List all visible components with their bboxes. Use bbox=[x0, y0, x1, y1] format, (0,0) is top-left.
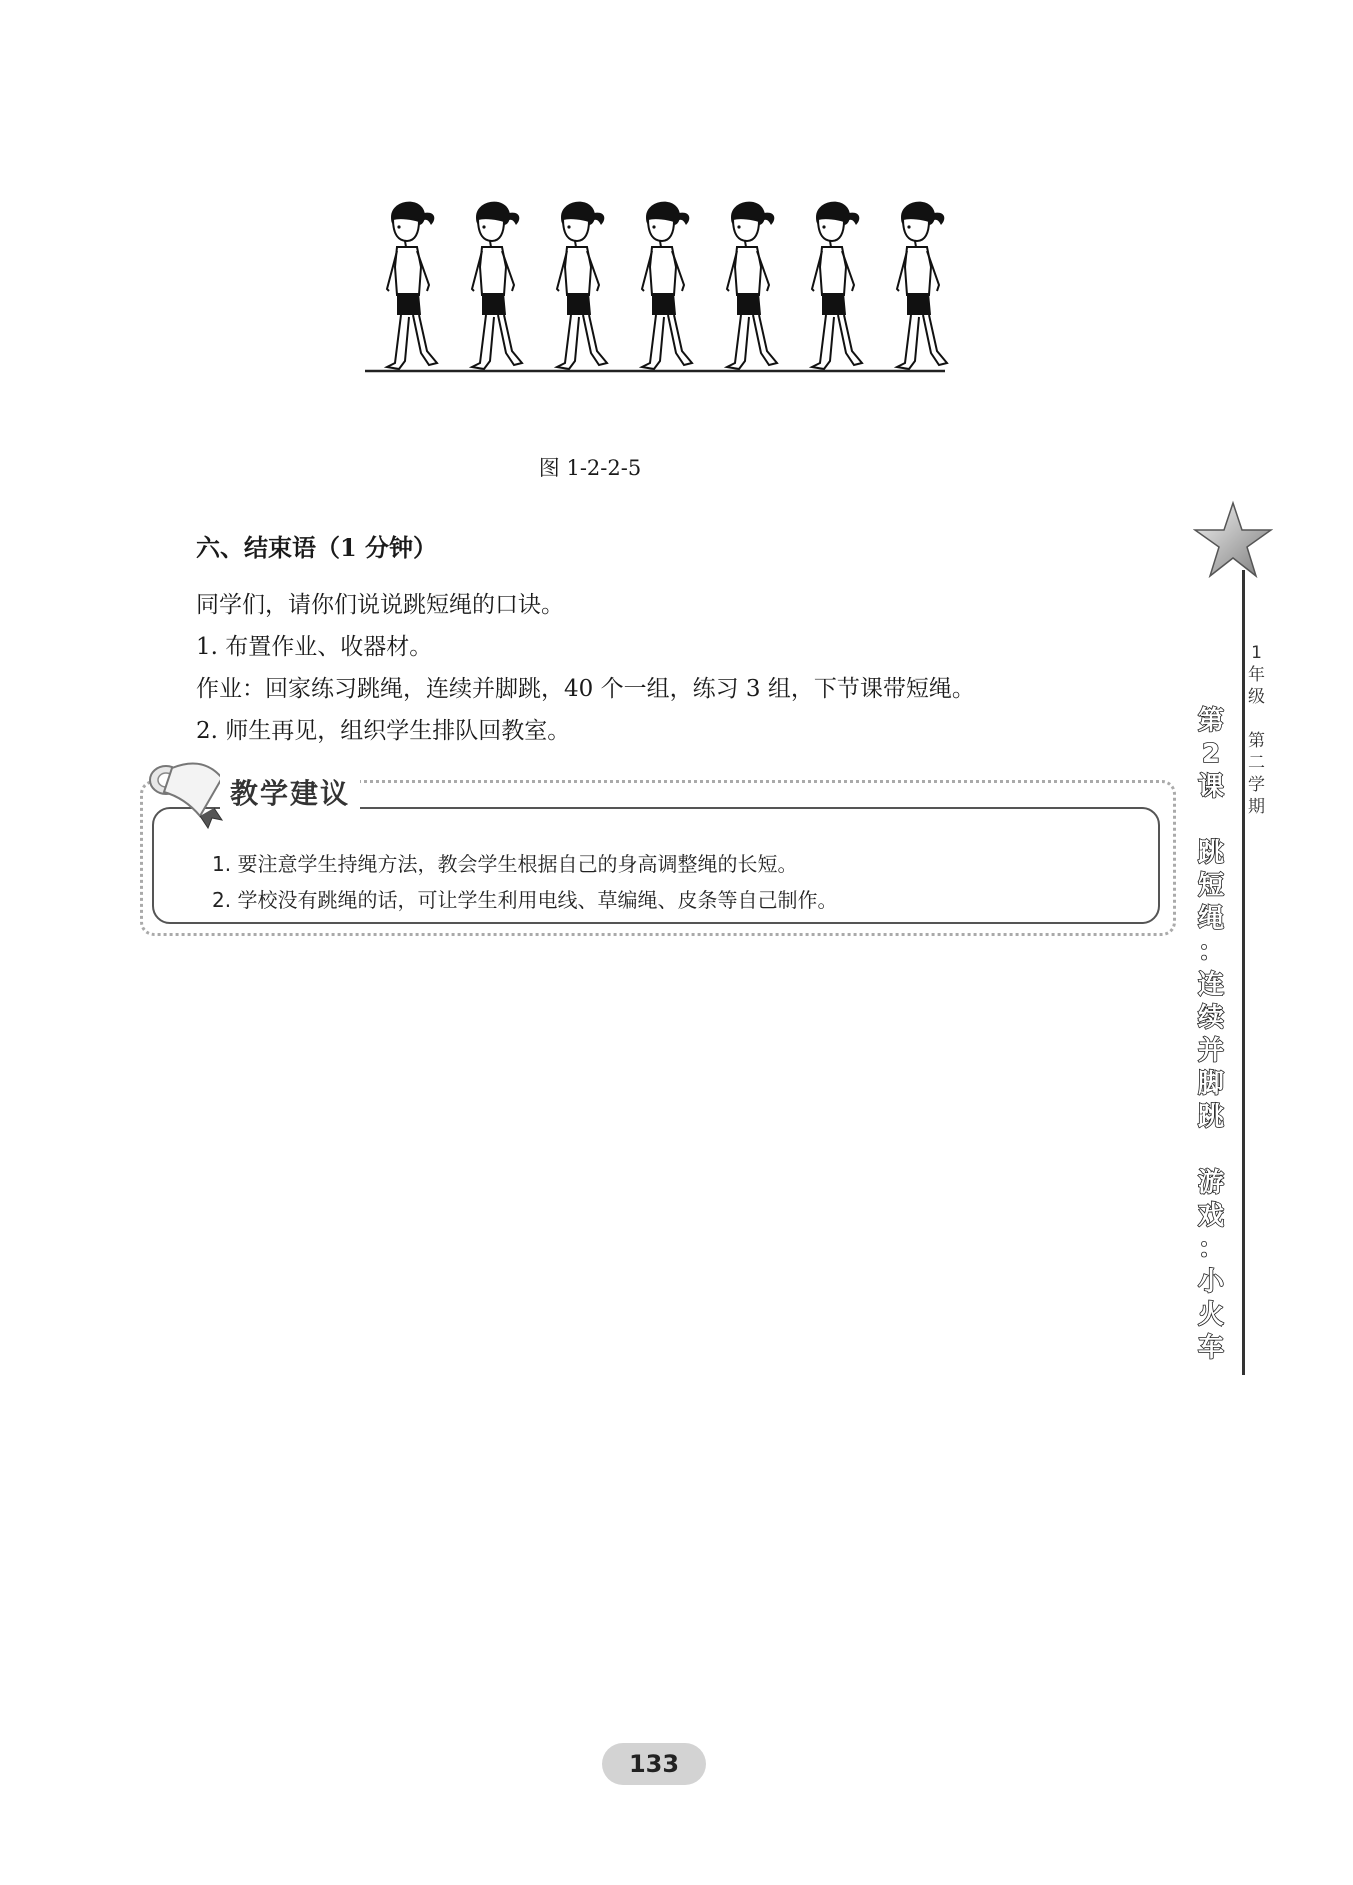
side-char: 学 bbox=[1248, 775, 1265, 795]
side-char: 短 bbox=[1198, 871, 1225, 901]
paragraph: 同学们，请你们说说跳短绳的口诀。 bbox=[196, 592, 564, 618]
side-char: 跳 bbox=[1198, 838, 1225, 868]
side-char: 级 bbox=[1248, 687, 1265, 707]
walking-child bbox=[387, 202, 437, 369]
walking-child bbox=[472, 202, 522, 369]
side-char: 续 bbox=[1198, 1003, 1225, 1033]
side-char: 1 bbox=[1251, 643, 1262, 663]
section-heading: 六、结束语（1 分钟） bbox=[196, 533, 438, 562]
side-char: ： bbox=[1198, 1234, 1225, 1264]
figure-caption: 图 1-2-2-5 bbox=[538, 456, 642, 480]
side-gap bbox=[1206, 1134, 1215, 1167]
side-char: 二 bbox=[1248, 753, 1265, 773]
walking-child bbox=[812, 202, 862, 369]
tip-item: 1. 要注意学生持绳方法，教会学生根据自己的身高调整绳的长短。 bbox=[212, 852, 798, 876]
side-char: 戏 bbox=[1198, 1201, 1225, 1231]
grade-label bbox=[1248, 642, 1265, 818]
walking-child bbox=[727, 202, 777, 369]
side-char: 第 bbox=[1248, 731, 1265, 751]
page-number: 133 bbox=[628, 1750, 680, 1778]
walking-child bbox=[557, 202, 607, 369]
tip-title-wrap bbox=[220, 772, 360, 812]
tip-title: 教学建议 bbox=[230, 777, 351, 810]
side-char: 游 bbox=[1198, 1168, 1225, 1198]
star-icon bbox=[1193, 500, 1273, 580]
side-char: 课 bbox=[1198, 772, 1225, 802]
side-char: 跳 bbox=[1198, 1102, 1225, 1132]
paragraph: 作业：回家练习跳绳，连续并脚跳，40 个一组，练习 3 组，下节课带短绳。 bbox=[196, 676, 975, 702]
tip-item: 2. 学校没有跳绳的话，可让学生利用电线、草编绳、皮条等自己制作。 bbox=[212, 888, 838, 912]
side-rule bbox=[1242, 570, 1245, 1375]
side-gap bbox=[1254, 708, 1259, 730]
side-char: 连 bbox=[1198, 970, 1225, 1000]
side-char: 并 bbox=[1198, 1036, 1225, 1066]
walking-child bbox=[897, 202, 947, 369]
walking-children-figure bbox=[355, 195, 955, 425]
side-char: ： bbox=[1198, 937, 1225, 967]
side-char: 绳 bbox=[1198, 904, 1225, 934]
walking-child bbox=[642, 202, 692, 369]
side-char: 2 bbox=[1201, 739, 1221, 769]
side-char: 脚 bbox=[1198, 1069, 1225, 1099]
side-gap bbox=[1206, 804, 1215, 837]
lesson-title bbox=[1198, 705, 1224, 1365]
side-char: 年 bbox=[1248, 665, 1265, 685]
side-char: 火 bbox=[1198, 1300, 1225, 1330]
side-char: 第 bbox=[1198, 706, 1225, 736]
paragraph: 1. 布置作业、收器材。 bbox=[196, 634, 433, 660]
side-char: 车 bbox=[1198, 1333, 1225, 1363]
side-char: 小 bbox=[1198, 1267, 1225, 1297]
page-number-badge bbox=[602, 1743, 706, 1785]
paragraph: 2. 师生再见，组织学生排队回教室。 bbox=[196, 718, 571, 744]
side-char: 期 bbox=[1248, 797, 1265, 817]
